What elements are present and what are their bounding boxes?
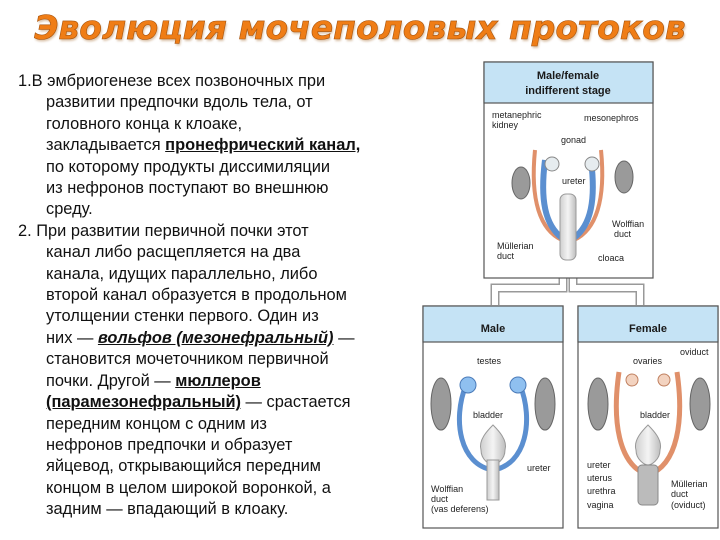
diagram-label: ureter — [587, 460, 611, 470]
diagram-label: ureter — [527, 463, 551, 473]
text-segment: по которому продукты диссимиляции — [46, 157, 331, 176]
panel-male — [423, 306, 563, 528]
diagram-label: cloaca — [598, 253, 625, 263]
diagram-label: duct — [671, 489, 689, 499]
emphasized-term: мюллеров — [175, 371, 261, 390]
diagram-label: oviduct — [680, 347, 709, 357]
diagram-label: Male — [480, 323, 506, 335]
text-segment: концом в целом широкой воронкой, а — [46, 478, 331, 497]
text-segment: головного конца к клоаке, — [46, 114, 243, 133]
diagram-label: Müllerian — [671, 479, 708, 489]
panel-indifferent-stage — [484, 62, 653, 278]
panel-female — [578, 306, 718, 528]
diagram-label: Male/female — [536, 70, 600, 82]
text-segment: развитии предпочки вдоль тела, от — [46, 93, 313, 112]
text-segment: второй канал образуется в продольном — [46, 286, 347, 305]
diagram-label: (vas deferens) — [431, 504, 489, 514]
diagram-label: Wolffian — [431, 484, 464, 494]
branch-connector — [495, 278, 640, 305]
diagram-label: testes — [477, 356, 502, 366]
diagram-label: urethra — [587, 486, 616, 496]
emphasized-term: пронефрический канал, — [165, 136, 361, 155]
diagram-label: (oviduct) — [671, 500, 706, 510]
diagram-label: mesonephros — [584, 113, 639, 123]
diagram-label: Female — [629, 323, 667, 335]
text-segment: передним концом с одним из — [46, 414, 267, 433]
diagram-label: uterus — [587, 473, 613, 483]
diagram-label: ureter — [562, 176, 586, 186]
text-segment: закладывается — [46, 136, 166, 155]
emphasized-term: вольфов (мезонефральный) — [97, 328, 334, 347]
diagram-label: vagina — [587, 500, 614, 510]
text-segment: канала, идущих параллельно, либо — [46, 264, 318, 283]
text-segment: них — — [46, 328, 98, 347]
text-segment: — — [333, 328, 355, 347]
text-segment: яйцевод, открывающийся передним — [46, 457, 321, 476]
diagram-label: Wolffian — [612, 219, 645, 229]
text-segment: задним — впадающий в клоаку. — [46, 500, 289, 519]
diagram-label: gonad — [561, 135, 587, 145]
text-segment: 1.В эмбриогенезе всех позвоночных при — [18, 72, 326, 90]
text-segment: из нефронов поступают во внешнюю — [46, 179, 329, 198]
diagram-label: bladder — [640, 410, 671, 420]
diagram-label: metanephric — [492, 110, 542, 120]
emphasized-term: (парамезонефральный) — [46, 393, 241, 412]
diagram-label: Müllerian — [497, 241, 534, 251]
diagram-label: duct — [431, 494, 449, 504]
text-segment: почки. Другой — — [46, 371, 176, 390]
text-segment: 2. При развитии первичной почки этот — [18, 221, 309, 240]
text-segment: утолщении стенки первого. Один из — [46, 307, 319, 326]
diagram-label: bladder — [473, 410, 504, 420]
text-segment: среду. — [46, 200, 93, 219]
diagram-label: kidney — [492, 120, 519, 130]
text-segment: — срастается — [241, 393, 351, 412]
diagram-label: duct — [497, 251, 515, 261]
diagram-label: indifferent stage — [525, 85, 611, 97]
text-segment: канал либо расщепляется на два — [46, 243, 301, 262]
diagram-label: ovaries — [633, 356, 663, 366]
text-segment: нефронов предпочки и образует — [46, 435, 293, 454]
text-segment: становится мочеточником первичной — [46, 350, 329, 369]
diagram-label: duct — [614, 229, 632, 239]
slide-title: Эволюция мочеполовых протоков — [34, 8, 686, 47]
